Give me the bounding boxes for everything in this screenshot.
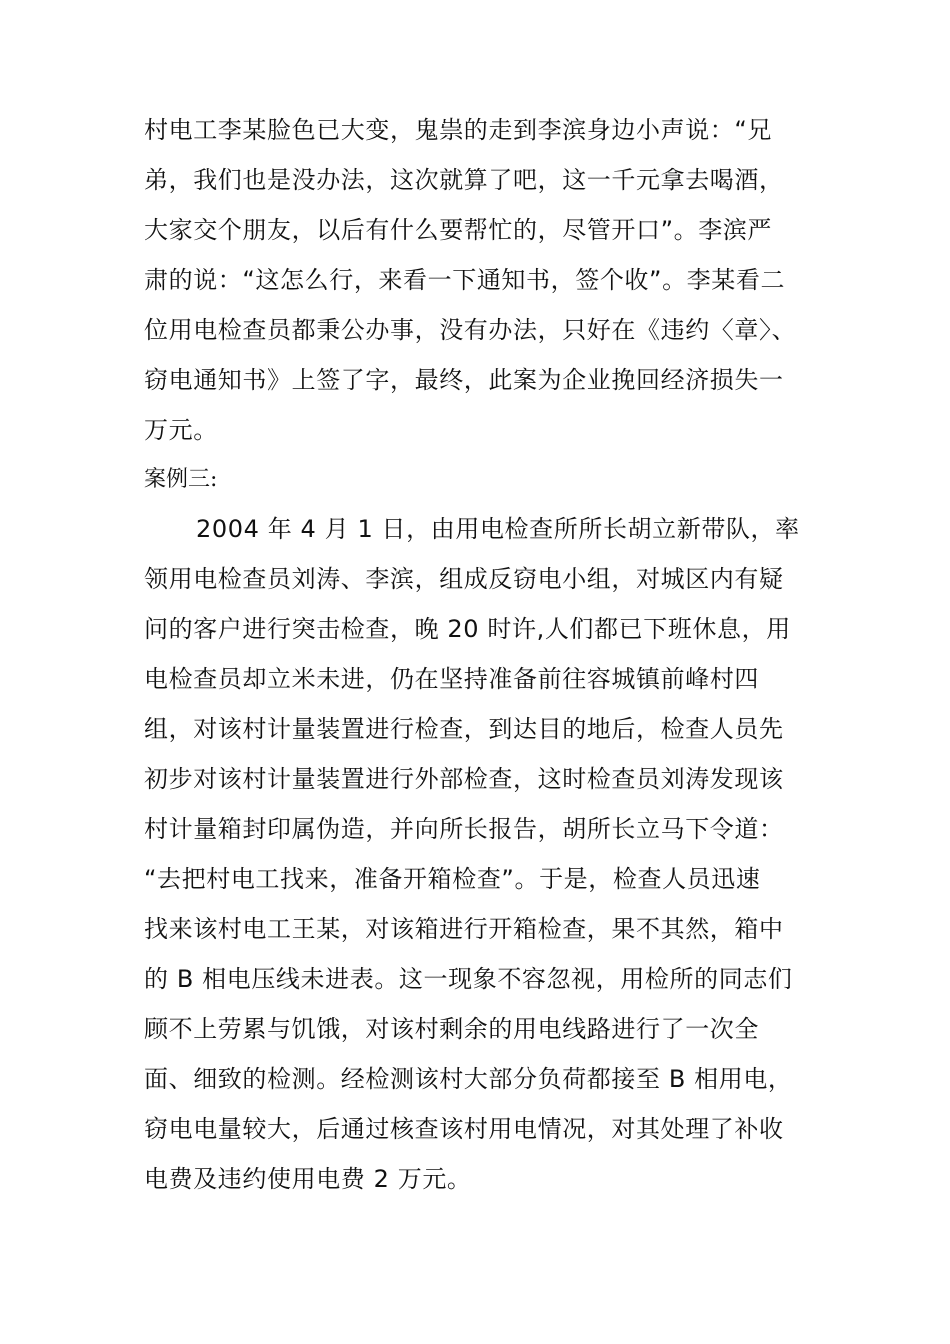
paragraph-2-line-13: 窃电电量较大，后通过核查该村用电情况，对其处理了补收 xyxy=(144,1115,784,1143)
case-heading: 案例三: xyxy=(144,467,218,492)
paragraph-2-line-8: “去把村电工找来，准备开箱检查”。于是，检查人员迅速 xyxy=(144,865,761,893)
paragraph-2-line-1: 2004 年 4 月 1 日，由用电检查所所长胡立新带队，率 xyxy=(196,515,800,543)
paragraph-2-line-6: 初步对该村计量装置进行外部检查，这时检查员刘涛发现该 xyxy=(144,765,784,793)
paragraph-2-line-9: 找来该村电工王某，对该箱进行开箱检查，果不其然，箱中 xyxy=(144,915,784,943)
paragraph-1-line-1: 村电工李某脸色已大变，鬼祟的走到李滨身边小声说：“兄 xyxy=(144,116,773,144)
paragraph-1-line-5: 位用电检查员都秉公办事，没有办法，只好在《违约〈章〉、 xyxy=(144,316,797,344)
paragraph-2-line-10: 的 B 相电压线未进表。这一现象不容忽视，用检所的同志们 xyxy=(144,965,793,993)
paragraph-2-line-5: 组，对该村计量装置进行检查，到达目的地后，检查人员先 xyxy=(144,715,784,743)
paragraph-2-line-11: 顾不上劳累与饥饿，对该村剩余的用电线路进行了一次全 xyxy=(144,1015,759,1043)
paragraph-1-line-2: 弟，我们也是没办法，这次就算了吧，这一千元拿去喝酒， xyxy=(144,166,784,194)
paragraph-2-line-4: 电检查员却立米未进，仍在坚持准备前往容城镇前峰村四 xyxy=(144,665,759,693)
paragraph-2-line-14: 电费及违约使用电费 2 万元。 xyxy=(144,1165,472,1193)
paragraph-2-line-7: 村计量箱封印属伪造，并向所长报告，胡所长立马下令道： xyxy=(144,815,784,843)
paragraph-2-line-3: 问的客户进行突击检查，晚 20 时许,人们都已下班休息，用 xyxy=(144,615,791,643)
paragraph-1-line-6: 窃电通知书》上签了字，最终，此案为企业挽回经济损失一 xyxy=(144,366,784,394)
paragraph-1-line-7: 万元。 xyxy=(144,416,218,444)
paragraph-1-line-4: 肃的说：“这怎么行，来看一下通知书，签个收”。李某看二 xyxy=(144,266,786,294)
paragraph-1-line-3: 大家交个朋友，以后有什么要帮忙的，尽管开口”。李滨严 xyxy=(144,216,773,244)
paragraph-2-line-2: 领用电检查员刘涛、李滨，组成反窃电小组，对城区内有疑 xyxy=(144,565,784,593)
paragraph-2-line-12: 面、细致的检测。经检测该村大部分负荷都接至 B 相用电， xyxy=(144,1065,793,1093)
